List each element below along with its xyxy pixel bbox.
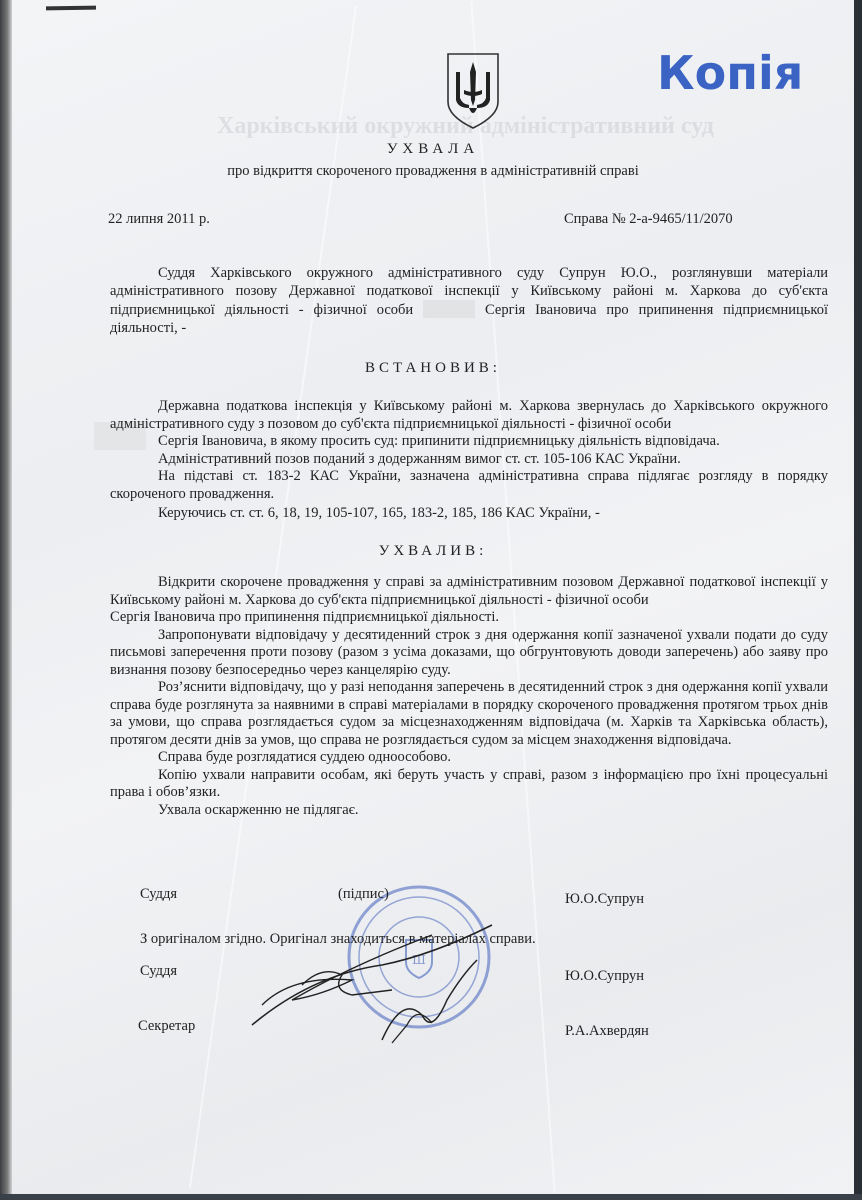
intro-paragraph <box>110 265 828 337</box>
intro-text-part-2: Сергія Івановича про припинення підприємницької діяльності, - <box>110 302 828 336</box>
decided-paragraph: Ухвала оскарженню не підлягає. <box>158 801 359 818</box>
decided-paragraph: Справа буде розглядатися суддею одноособово. <box>158 749 452 765</box>
secretary-name: Р.А.Ахвердян <box>565 1023 649 1039</box>
established-paragraph: На підставі ст. 183-2 КАС України, зазначена адміністративна справа підлягає розгляду в порядку скороченого провадження. <box>110 468 828 502</box>
established-paragraph: Адміністративний позов поданий з додержанням вимог ст. ст. 105-106 КАС України. <box>158 450 681 467</box>
scanned-document-page <box>12 0 854 1194</box>
document-title: УХВАЛА <box>386 141 480 157</box>
bleed-through-heading: Харківський окружний адміністративний суд <box>217 113 714 139</box>
established-paragraph: Сергія Івановича, в якому просить суд: припинити підприємницьку діяльність відповідача. <box>158 433 720 449</box>
intro-text-part-1: Суддя Харківського окружного адміністративного суду Супрун Ю.О., розглянувши матеріали адміністративного позову Державної податкової інспекції у Київському районі м. Харкова до суб'єкта підприємницької діяльності - фізичної особи <box>110 265 828 318</box>
certification-text: З оригіналом згідно. Оригінал знаходиться в матеріалах справи. <box>140 931 536 947</box>
case-number: Справа № 2-а-9465/11/2070 <box>564 211 733 227</box>
section-heading-established: ВСТАНОВИВ: <box>365 360 501 376</box>
secretary-label: Секретар <box>138 1018 196 1034</box>
judge-label: Суддя <box>140 886 178 902</box>
document-subtitle: про відкриття скороченого провадження в адміністративній справі <box>227 163 639 179</box>
coat-of-arms-trident-icon <box>442 50 504 130</box>
judge-name: Ю.О.Супрун <box>565 891 645 907</box>
decided-section <box>110 574 828 819</box>
established-paragraph: Державна податкова інспекція у Київському районі м. Харкова звернулась до Харківського окружного адміністративного суду з позовом до суб'єкта підприємницької діяльності - фізичної особи <box>110 398 828 432</box>
judge-name-2: Ю.О.Супрун <box>565 968 645 984</box>
scan-mark <box>46 6 96 11</box>
handwritten-signature <box>232 905 512 1045</box>
decided-paragraph: Відкрити скорочене провадження у справі за адміністративним позовом Державної податкової інспекції у Київському районі м. Харкова до суб'єкта підприємницької діяльності - фізичної особи <box>110 574 828 608</box>
decided-paragraph: Роз’яснити відповідачу, що у разі неподання заперечень в десятиденний строк з дня одержання копії ухвали справа буде розглянута за наявними в справі матеріалами в порядку скороченого провадження протягом трьох днів за умови, що справа розглядається судом за місцезнаходженням відповідача (м. Харків та Харківська область), протягом десяти днів за умов, що справа не розглядається судом за місцем знаходження відповідача. <box>110 679 828 748</box>
signature-placeholder: (підпис) <box>338 886 389 902</box>
established-section <box>110 398 828 523</box>
decided-paragraph: Запропонувати відповідачу у десятиденний строк з дня одержання копії зазначеної ухвали подати до суду письмові заперечення проти позову (разом з усіма доказами, що обгрунтовують доводи заперечень) або заяву про визнання позову безпосередньо через канцелярію суду. <box>110 626 828 678</box>
document-date: 22 липня 2011 р. <box>108 211 210 227</box>
established-paragraph: Керуючись ст. ст. 6, 18, 19, 105-107, 165, 183-2, 185, 186 КАС України, - <box>158 505 600 521</box>
copy-stamp: Копія <box>657 46 804 100</box>
decided-paragraph: Сергія Івановича про припинення підприємницької діяльності. <box>110 609 500 625</box>
redacted-surname <box>423 300 475 318</box>
section-heading-decided: УХВАЛИВ: <box>378 543 488 559</box>
judge-label-2: Суддя <box>140 963 178 979</box>
scan-edge <box>0 1194 862 1200</box>
svg-text:Ш: Ш <box>412 953 426 967</box>
scan-edge <box>0 0 12 1200</box>
decided-paragraph: Копію ухвали направити особам, які беруть участь у справі, разом з інформацією про їхні процесуальні права і обов’язки. <box>110 766 828 800</box>
